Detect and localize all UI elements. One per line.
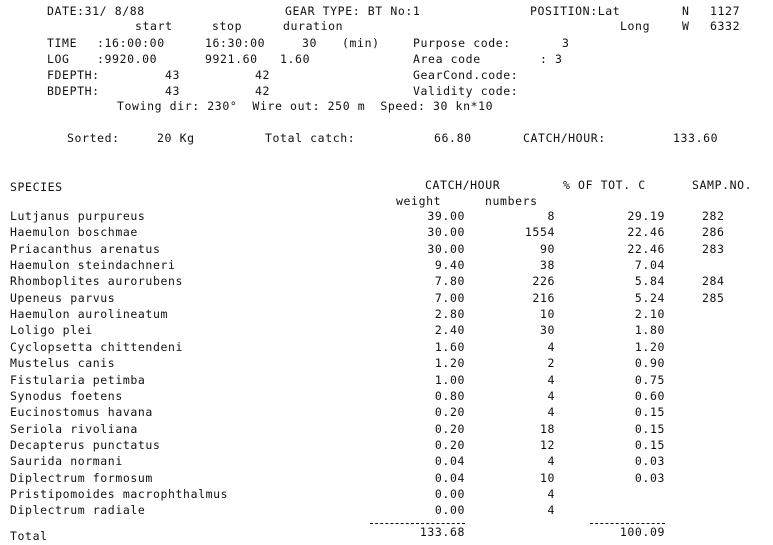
pct-value: 22.46 <box>627 225 665 239</box>
numbers-value: 1554 <box>524 225 555 239</box>
numbers-value: 4 <box>547 405 555 419</box>
log-duration: 1.60 <box>280 52 311 66</box>
species-name: Decapterus punctatus <box>10 438 161 452</box>
pct-value: 0.03 <box>634 454 665 468</box>
pct-value: 29.19 <box>627 209 665 223</box>
pct-value: 0.90 <box>634 356 665 370</box>
species-name: Upeneus parvus <box>10 291 116 305</box>
species-name: Diplectrum formosum <box>10 471 153 485</box>
total-catch-label: Total catch: <box>265 131 356 145</box>
time-stop: 16:30:00 <box>205 36 266 50</box>
date-field: DATE:31/ 8/88 <box>47 4 145 18</box>
weight-value: 1.20 <box>434 356 465 370</box>
purpose-code-value: 3 <box>562 36 570 50</box>
purpose-code-label: Purpose code: <box>413 36 511 50</box>
numbers-value: 2 <box>547 356 555 370</box>
long-label: Long <box>620 19 651 33</box>
weight-value: 0.20 <box>434 405 465 419</box>
catch-per-hour-value: 133.60 <box>673 131 719 145</box>
species-header: SPECIES <box>10 180 63 194</box>
total-percent: 100.09 <box>619 525 665 539</box>
pct-value: 0.60 <box>634 389 665 403</box>
species-name: Cyclopsetta chittendeni <box>10 340 184 354</box>
bdepth-stop: 42 <box>255 84 271 98</box>
sample-number-value: 284 <box>702 274 725 288</box>
numbers-value: 38 <box>539 258 555 272</box>
numbers-value: 4 <box>547 373 555 387</box>
area-code-value: : 3 <box>540 52 563 66</box>
numbers-value: 4 <box>547 340 555 354</box>
species-name: Pristipomoides macrophthalmus <box>10 487 229 501</box>
numbers-value: 10 <box>539 307 555 321</box>
weight-value: 30.00 <box>427 225 465 239</box>
weight-value: 0.04 <box>434 471 465 485</box>
weight-value: 30.00 <box>427 242 465 256</box>
pct-value: 0.15 <box>634 422 665 436</box>
species-name: Haemulon steindachneri <box>10 258 176 272</box>
species-name: Haemulon aurolineatum <box>10 307 168 321</box>
species-name: Diplectrum radiale <box>10 503 146 517</box>
area-code-label: Area code <box>413 52 481 66</box>
fdepth-stop: 42 <box>255 68 271 82</box>
species-name: Seriola rivoliana <box>10 422 138 436</box>
validity-code-label: Validity code: <box>413 84 519 98</box>
log-start: :9920.00 <box>97 52 158 66</box>
long-value: 6332 <box>710 19 741 33</box>
pct-value: 1.80 <box>634 323 665 337</box>
numbers-header: numbers <box>485 194 538 208</box>
weight-value: 0.20 <box>434 438 465 452</box>
species-name: Haemulon boschmae <box>10 225 138 239</box>
numbers-value: 10 <box>539 471 555 485</box>
pct-value: 0.15 <box>634 405 665 419</box>
pct-value: 0.03 <box>634 471 665 485</box>
log-label: LOG <box>47 52 70 66</box>
weight-header: weight <box>396 194 442 208</box>
species-name: Fistularia petimba <box>10 373 146 387</box>
time-start: :16:00:00 <box>97 36 165 50</box>
catch-per-hour-label: CATCH/HOUR: <box>523 131 606 145</box>
bdepth-start: 43 <box>165 84 181 98</box>
species-name: Rhomboplites aurorubens <box>10 274 184 288</box>
position-label: POSITION:Lat <box>530 4 621 18</box>
col-start-header: start <box>135 19 173 33</box>
weight-value: 0.20 <box>434 422 465 436</box>
col-duration-header: duration <box>283 19 344 33</box>
towing-line: Towing dir: 230° Wire out: 250 m Speed: 30 kn*10 <box>117 99 494 113</box>
sample-number-value: 285 <box>702 291 725 305</box>
sample-number-value: 283 <box>702 242 725 256</box>
pct-value: 1.20 <box>634 340 665 354</box>
total-weight: 133.68 <box>419 525 465 539</box>
species-name: Mustelus canis <box>10 356 116 370</box>
numbers-value: 4 <box>547 487 555 501</box>
weight-value: 0.00 <box>434 487 465 501</box>
numbers-value: 4 <box>547 503 555 517</box>
pct-value: 22.46 <box>627 242 665 256</box>
numbers-value: 12 <box>539 438 555 452</box>
numbers-value: 226 <box>532 274 555 288</box>
lat-direction: N <box>682 4 690 18</box>
sample-number-value: 282 <box>702 209 725 223</box>
sorted-label: Sorted: <box>67 131 120 145</box>
time-duration: 30 <box>302 36 318 50</box>
catch-hour-header: CATCH/HOUR <box>425 178 501 192</box>
species-name: Lutjanus purpureus <box>10 209 146 223</box>
sample-number-header: SAMP.NO. <box>692 178 753 192</box>
numbers-value: 8 <box>547 209 555 223</box>
numbers-value: 4 <box>547 454 555 468</box>
pct-value: 2.10 <box>634 307 665 321</box>
total-catch-value: 66.80 <box>434 131 472 145</box>
time-unit: (min) <box>342 36 380 50</box>
species-name: Synodus foetens <box>10 389 123 403</box>
weight-value: 7.80 <box>434 274 465 288</box>
total-label: Total <box>10 529 48 543</box>
species-name: Saurida normani <box>10 454 123 468</box>
pct-value: 5.24 <box>634 291 665 305</box>
numbers-value: 216 <box>532 291 555 305</box>
pct-total-rule <box>590 523 665 524</box>
species-name: Priacanthus arenatus <box>10 242 161 256</box>
numbers-value: 4 <box>547 389 555 403</box>
gear-type-field: GEAR TYPE: BT No:1 <box>285 4 421 18</box>
pct-value: 0.75 <box>634 373 665 387</box>
weight-value: 9.40 <box>434 258 465 272</box>
log-stop: 9921.60 <box>205 52 258 66</box>
col-stop-header: stop <box>212 19 243 33</box>
numbers-value: 30 <box>539 323 555 337</box>
weight-value: 2.80 <box>434 307 465 321</box>
pct-value: 5.84 <box>634 274 665 288</box>
pct-value: 7.04 <box>634 258 665 272</box>
gearcond-code-label: GearCond.code: <box>413 68 519 82</box>
bdepth-label: BDEPTH: <box>47 84 100 98</box>
species-name: Eucinostomus havana <box>10 405 153 419</box>
lat-value: 1127 <box>710 4 741 18</box>
weight-total-rule <box>370 523 465 524</box>
weight-value: 0.04 <box>434 454 465 468</box>
species-name: Loligo plei <box>10 323 93 337</box>
weight-value: 7.00 <box>434 291 465 305</box>
numbers-value: 18 <box>539 422 555 436</box>
weight-value: 2.40 <box>434 323 465 337</box>
weight-value: 1.00 <box>434 373 465 387</box>
sorted-value: 20 Kg <box>157 131 195 145</box>
weight-value: 39.00 <box>427 209 465 223</box>
sample-number-value: 286 <box>702 225 725 239</box>
fdepth-label: FDEPTH: <box>47 68 100 82</box>
pct-total-header: % OF TOT. C <box>563 178 646 192</box>
long-direction: W <box>682 19 690 33</box>
pct-value: 0.15 <box>634 438 665 452</box>
numbers-value: 90 <box>539 242 555 256</box>
time-label: TIME <box>47 36 78 50</box>
weight-value: 0.00 <box>434 503 465 517</box>
fdepth-start: 43 <box>165 68 181 82</box>
weight-value: 1.60 <box>434 340 465 354</box>
weight-value: 0.80 <box>434 389 465 403</box>
